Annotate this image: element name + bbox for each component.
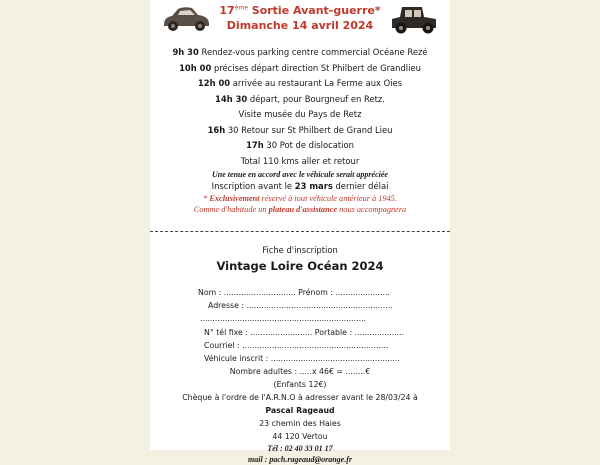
- form-fields: [150, 286, 450, 365]
- program-item: 9h 30 Rendez-vous parking centre commercial Océane Rezé: [172, 47, 428, 57]
- contact-email: mail : pach.rageaud@orange.fr: [248, 455, 352, 465]
- contact-phone: Tél : 02 40 33 01 17: [267, 444, 333, 454]
- program-item: Visite musée du Pays de Retz: [238, 109, 362, 119]
- vintage-car-icon: [388, 3, 440, 35]
- contact-name: Pascal Rageaud: [265, 406, 335, 416]
- flyer-header: [150, 0, 450, 40]
- contact-city: 44 120 Vertou: [272, 432, 328, 442]
- vehicle-field[interactable]: Véhicule inscrit : ....................................................: [204, 354, 400, 364]
- address-field[interactable]: Adresse : ...........................................................: [208, 301, 393, 311]
- name-field[interactable]: Nom : ............................. Prénom : ......................: [198, 288, 390, 297]
- event-date: Dimanche 14 avril 2024: [226, 19, 374, 32]
- registration-deadline: Inscription avant le 23 mars dernier délai: [211, 181, 389, 191]
- address-field-line-2[interactable]: ...................................................................: [200, 314, 367, 324]
- phone-field[interactable]: N° tél fixe : ......................... Portable : ....................: [204, 327, 405, 337]
- cut-line-divider: [150, 231, 450, 232]
- cheque-instructions: Chèque à l'ordre de l'A.R.N.O à adresser avant le 28/03/24 à: [182, 393, 418, 403]
- exclusive-note: * Exclusivement réservé à tout véhicule antérieur à 1945.: [203, 194, 397, 203]
- email-field[interactable]: Courriel : ...........................................................: [204, 340, 389, 350]
- program-item: 12h 00 arrivée au restaurant La Ferme aux Oies: [197, 78, 403, 88]
- program-item: 10h 00 précises départ direction St Philbert de Grandlieu: [179, 62, 421, 73]
- program-item: Total 110 kms aller et retour: [240, 155, 360, 166]
- program-item: 14h 30 départ, pour Bourgneuf en Retz.: [215, 93, 385, 104]
- contact-street: 23 chemin des Haies: [259, 419, 341, 429]
- registration-form: [150, 245, 450, 465]
- form-heading: Fiche d'inscription: [262, 245, 338, 255]
- association-name: Vintage Loire Océan 2024: [216, 259, 384, 273]
- flyer: [150, 0, 450, 465]
- assistance-note: Comme d'habitude un plateau d'assistance nous accompagnera: [193, 205, 407, 214]
- program-item: 17h 30 Pot de dislocation: [246, 140, 354, 150]
- program-list: [150, 45, 450, 169]
- children-price: (Enfants 12€): [273, 380, 327, 390]
- dress-note: Une tenue en accord avec le véhicule serait appréciée: [212, 170, 388, 179]
- program-item: 16h 30 Retour sur St Philbert de Grand Lieu: [207, 124, 393, 135]
- event-title: 17ème Sortie Avant-guerre*: [219, 4, 381, 17]
- adults-count: Nombre adultes : .....x 46€ = ........€: [229, 367, 371, 377]
